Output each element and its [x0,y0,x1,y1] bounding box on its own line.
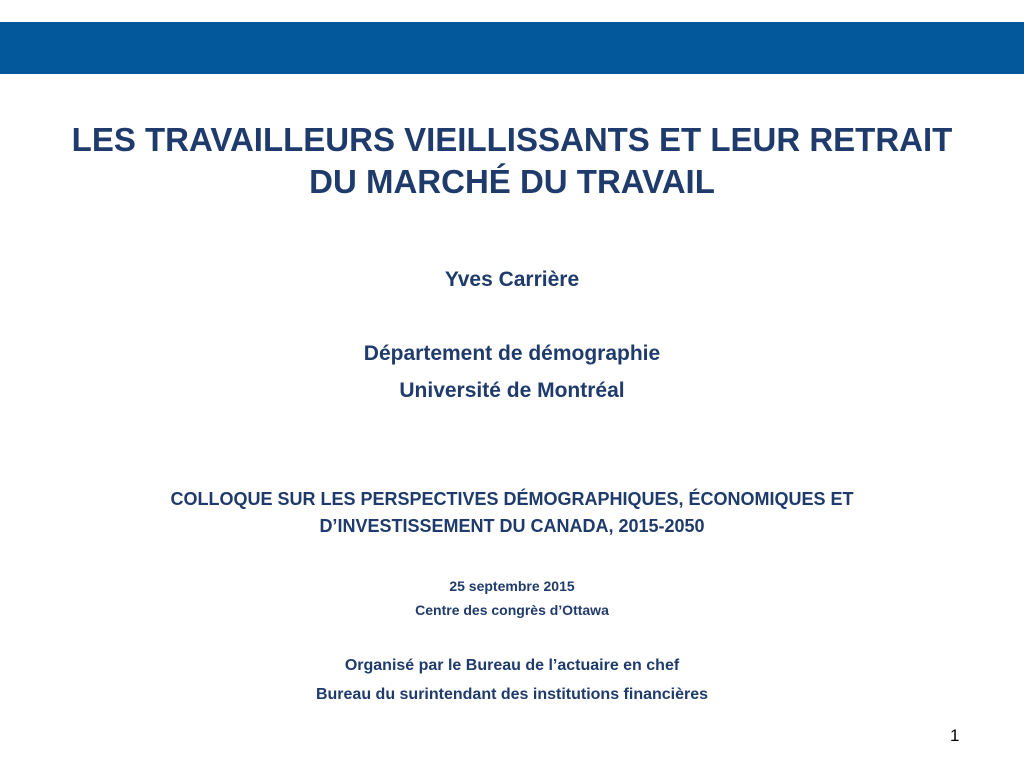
department-name: Département de démographie [363,342,661,365]
university-name: Université de Montréal [399,379,625,402]
organizer-line-1: Organisé par le Bureau de l’actuaire en chef [344,657,680,674]
page-number: 1 [950,726,960,745]
slide-title-line-1: LES TRAVAILLEURS VIEILLISSANTS ET LEUR RETRAIT [71,121,953,158]
event-title-line-1: COLLOQUE SUR LES PERSPECTIVES DÉMOGRAPHIQUES, ÉCONOMIQUES ET [170,489,854,509]
event-venue: Centre des congrès d’Ottawa [415,602,609,618]
event-title [0,486,1024,540]
event-date: 25 septembre 2015 [449,578,575,594]
organizer-line-2: Bureau du surintendant des institutions financières [315,686,709,703]
author-name: Yves Carrière [444,268,580,291]
event-title-line-2: D’INVESTISSEMENT DU CANADA, 2015-2050 [319,516,705,536]
slide-title-line-2: DU MARCHÉ DU TRAVAIL [309,163,715,200]
slide-title [0,119,1024,203]
header-bar [0,22,1024,74]
